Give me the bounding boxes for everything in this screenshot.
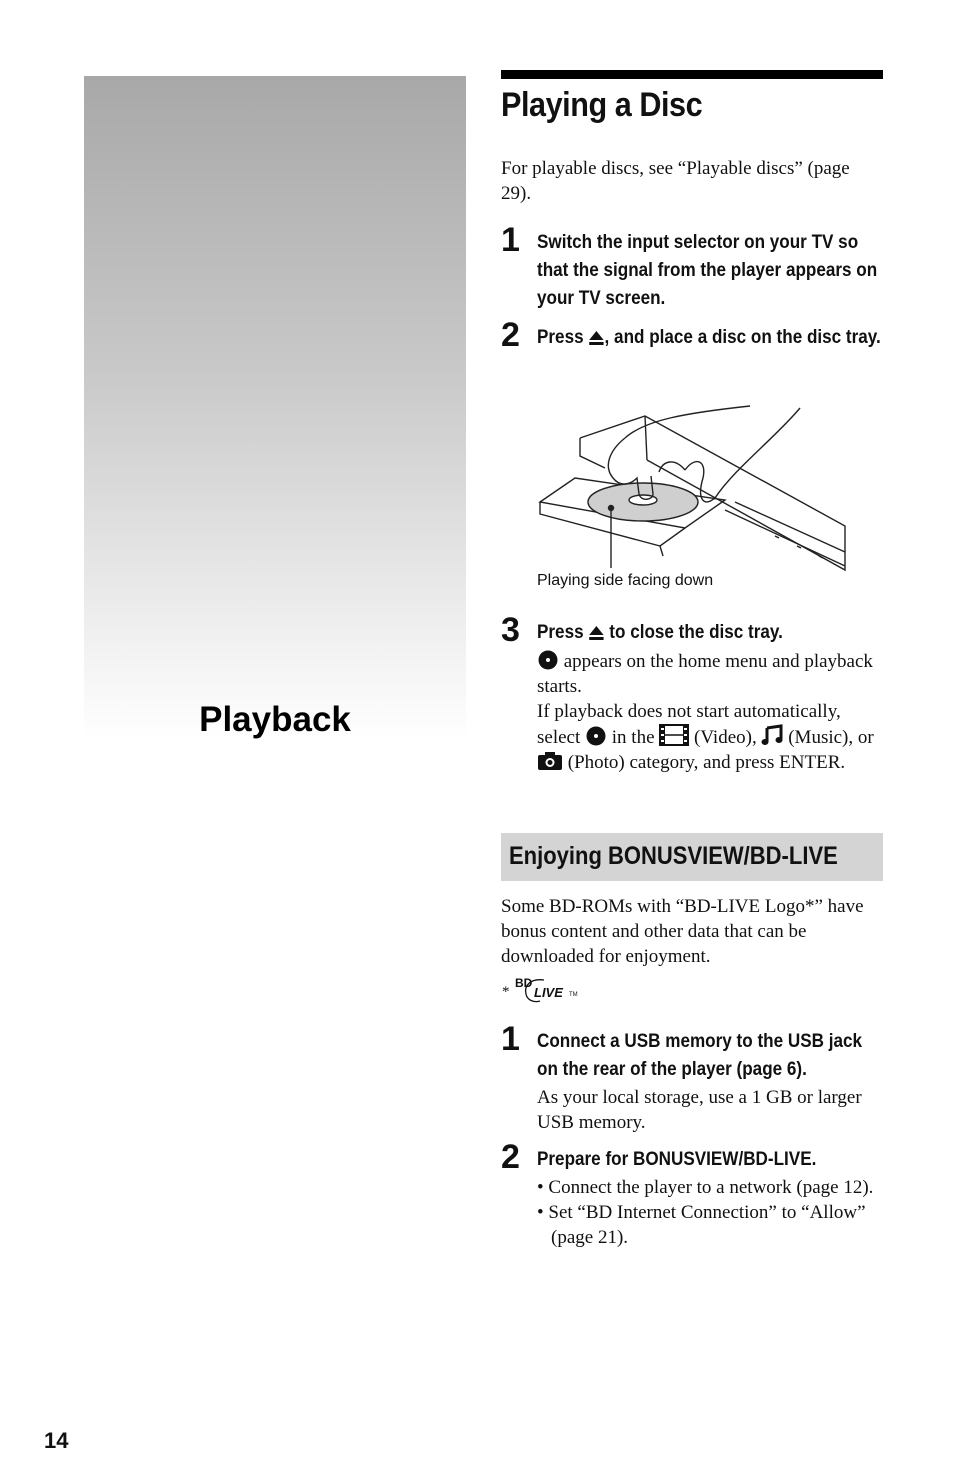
section-header-text: Enjoying BONUSVIEW/BD-LIVE	[509, 842, 838, 870]
logo-tm: TM	[569, 992, 578, 998]
step-text	[537, 324, 884, 352]
detail-text: (Video),	[694, 727, 757, 748]
step-detail	[537, 649, 886, 775]
step-text: Prepare for BONUSVIEW/BD-LIVE.	[537, 1149, 817, 1170]
bdlive-step-1	[501, 1020, 886, 1135]
step-text	[537, 619, 884, 647]
step-number: 2	[501, 1138, 520, 1176]
section-header	[501, 833, 883, 881]
detail-text: in the	[611, 727, 655, 748]
illustration-caption: Playing side facing down	[537, 572, 714, 589]
bdlive-step-2	[501, 1138, 886, 1250]
page-title: Playing a Disc	[501, 86, 703, 124]
music-icon	[761, 724, 783, 746]
disc-icon	[537, 650, 559, 670]
logo-live: LIVE	[534, 985, 563, 1000]
step-text: Connect a USB memory to the USB jack on the rear of the player (page 6).	[537, 1031, 862, 1080]
intro-text: For playable discs, see “Playable discs” (page 29).	[501, 158, 850, 204]
detail-text: (Music), or	[788, 727, 874, 748]
list-item: • Connect the player to a network (page 12).	[537, 1177, 874, 1198]
logo-bd: BD	[515, 976, 533, 990]
section-title: Playback	[199, 700, 351, 739]
step-number: 3	[501, 611, 520, 649]
logo-swoosh	[522, 976, 548, 1004]
detail-text: If playback does not start automatically, select	[537, 701, 841, 748]
step-text-part: Press	[537, 327, 584, 348]
step-detail: As your local storage, use a 1 GB or larger USB memory.	[537, 1087, 862, 1133]
detail-text: appears on the home menu and playback starts.	[537, 651, 873, 697]
heading-rule	[501, 70, 883, 79]
section-tab-playback	[84, 76, 466, 740]
disc-icon	[585, 726, 607, 746]
detail-text: (Photo) category, and press ENTER.	[567, 752, 846, 773]
video-icon	[659, 724, 689, 746]
list-item: • Set “BD Internet Connection” to “Allow” (page 21).	[537, 1202, 866, 1248]
step-text-part: to close the disc tray.	[609, 622, 783, 643]
disc-tray-illustration	[535, 398, 850, 576]
eject-icon	[588, 330, 604, 346]
step-2	[501, 316, 886, 354]
bd-live-logo	[502, 976, 592, 1006]
step-1	[501, 221, 886, 313]
section-body: Some BD-ROMs with “BD-LIVE Logo*” have bonus content and other data that can be downloaded for enjoyment.	[501, 896, 864, 967]
step-text-part: , and place a disc on the disc tray.	[604, 327, 881, 348]
step-3	[501, 611, 886, 775]
logo-asterisk: *	[502, 984, 510, 1000]
step-text: Switch the input selector on your TV so that the signal from the player appears on your TV screen.	[537, 232, 878, 309]
step-number: 2	[501, 316, 520, 354]
step-number: 1	[501, 221, 520, 259]
step-number: 1	[501, 1020, 520, 1058]
page-number: 14	[44, 1428, 69, 1453]
eject-icon	[588, 625, 604, 641]
photo-icon	[537, 751, 563, 771]
step-text-part: Press	[537, 622, 584, 643]
